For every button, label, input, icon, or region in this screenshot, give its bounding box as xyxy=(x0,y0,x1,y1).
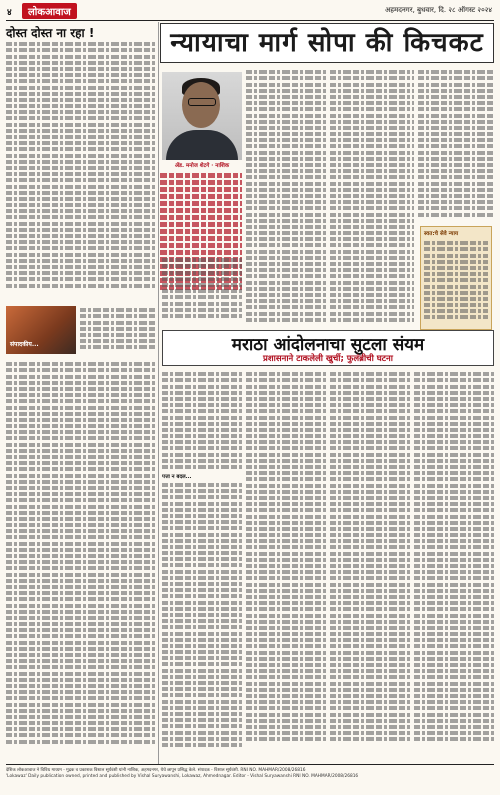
imprint-line-2: 'Lokawaz' Daily publication owned, printed and published by Vishal Suryawanshi, Lokawaz, Ahmednagar. Editor - Vishal Suryawanshi RNI NO. MAHMAR/2008/26816 xyxy=(6,773,359,779)
main-story-col-2 xyxy=(330,68,414,326)
author-byline: ॲड. मनोज शेटगे · नाशिक xyxy=(174,163,230,169)
author-photo xyxy=(162,72,242,160)
subhead: पत्ता न बदल... xyxy=(162,474,192,480)
footer-rule xyxy=(6,764,494,765)
author-place: नाशिक xyxy=(215,163,230,169)
main-headline: न्यायाचा मार्ग सोपा की किचकट xyxy=(160,23,494,63)
left-story-text xyxy=(6,40,156,302)
imprint-line-1: देशिक लोकआवाज ने विविध माध्यम - मुद्रक व प्रकाशक विशाल सूर्यवंशी यांनी नाशिक, अहमदनगर, येथे छापून प्रसिद्ध केले. संपादक - विशाल सूर्यवंशी. RNI NO. MAHMAR/2008/26816 xyxy=(6,768,306,773)
second-story-col-1 xyxy=(162,370,242,756)
left-story-text-continued xyxy=(6,360,156,760)
second-story-col-2 xyxy=(246,370,326,756)
left-headline: दोस्त दोस्त ना रहा ! xyxy=(6,26,95,40)
main-story-col-0-bottom xyxy=(162,256,242,326)
editorial-photo xyxy=(6,306,76,354)
second-story-col-4 xyxy=(414,370,494,756)
left-story-text-beside-photo xyxy=(80,306,156,356)
header-rule xyxy=(6,20,494,21)
side-box-title: स्वत:चे सेवे न्याय xyxy=(424,231,459,237)
author-name: ॲड. मनोज शेटगे xyxy=(174,163,210,169)
second-headline: मराठा आंदोलनाचा सुटला संयम xyxy=(231,335,425,355)
dateline: अहमदनगर, बुधवार, दि. २८ ऑगस्ट २०२४ xyxy=(384,6,492,14)
masthead-logo: लोकआवाज xyxy=(22,3,77,19)
side-box xyxy=(420,226,492,330)
page-header xyxy=(0,0,500,20)
editorial-photo-caption: संपादकीय... xyxy=(10,341,39,348)
second-story-header xyxy=(162,330,494,366)
page-number: ४ xyxy=(7,8,12,18)
second-subheadline: प्रशासनाने टाकलेली खुर्ची; फुलंब्रीची घटना xyxy=(263,354,393,364)
imprint-footer xyxy=(6,768,494,779)
main-story-col-3 xyxy=(418,68,494,222)
column-divider xyxy=(158,22,159,764)
second-story-col-3 xyxy=(330,370,410,756)
main-story-col-1 xyxy=(246,68,326,326)
